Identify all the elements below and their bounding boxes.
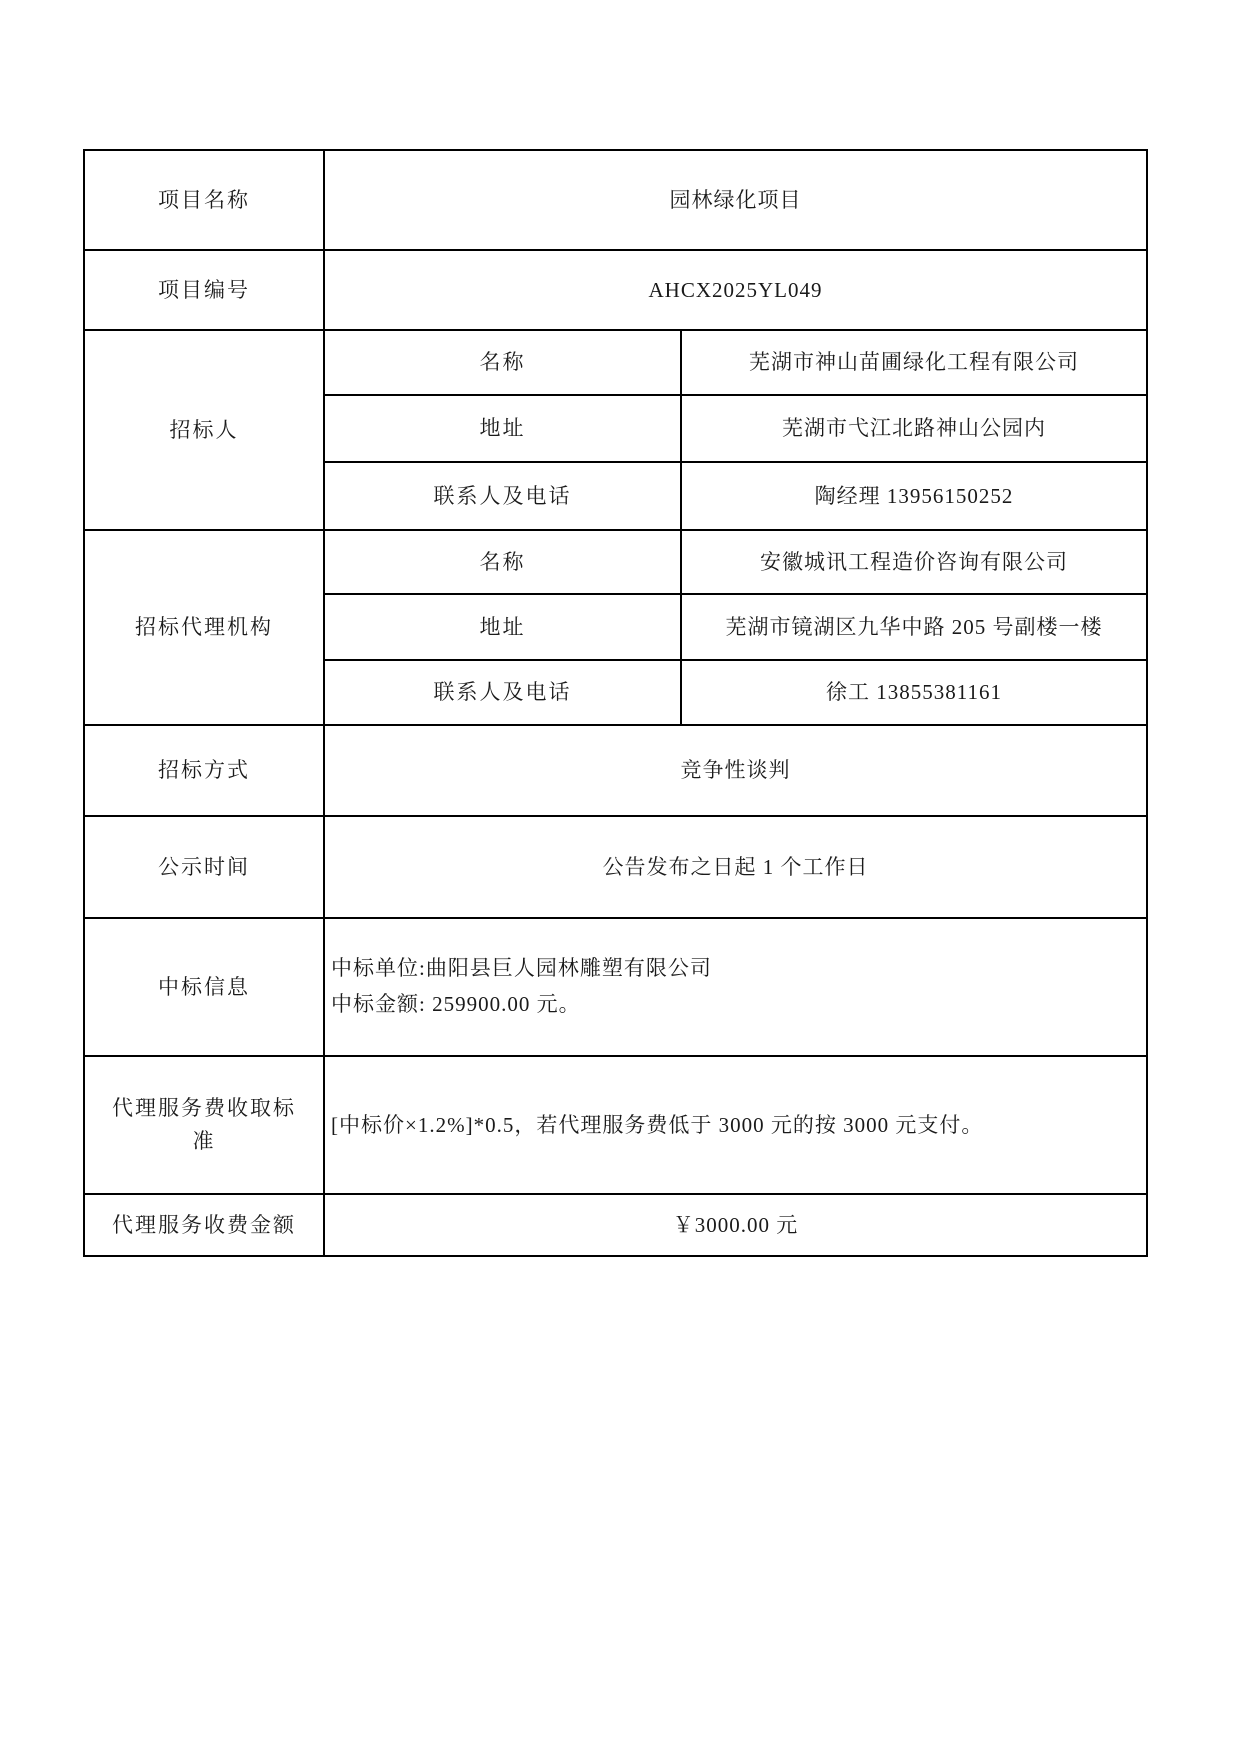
agency-name-value: 安徽城讯工程造价咨询有限公司: [681, 530, 1147, 594]
tender-method-value: 竞争性谈判: [324, 725, 1147, 816]
award-info-amount: 中标金额: 259900.00 元。: [331, 992, 581, 1016]
bid-award-table: [83, 149, 1148, 1257]
tenderer-group-label: 招标人: [84, 330, 324, 530]
row-agency-fee-amount: [84, 1194, 1147, 1256]
agency-name-label: 名称: [324, 530, 681, 594]
tenderer-contact-label: 联系人及电话: [324, 462, 681, 530]
project-name-label: 项目名称: [84, 150, 324, 250]
agency-contact-value: 徐工 13855381161: [681, 660, 1147, 725]
agency-fee-amount-value: ￥3000.00 元: [324, 1194, 1147, 1256]
agency-address-label: 地址: [324, 594, 681, 660]
tenderer-address-label: 地址: [324, 395, 681, 462]
publicity-period-label: 公示时间: [84, 816, 324, 918]
row-project-name: [84, 150, 1147, 250]
agency-fee-amount-label: 代理服务收费金额: [84, 1194, 324, 1256]
publicity-period-value: 公告发布之日起 1 个工作日: [324, 816, 1147, 918]
agency-address-value: 芜湖市镜湖区九华中路 205 号副楼一楼: [681, 594, 1147, 660]
award-info-value: [324, 918, 1147, 1056]
agency-fee-standard-value: [中标价×1.2%]*0.5，若代理服务费低于 3000 元的按 3000 元支付。: [324, 1056, 1147, 1194]
row-award-info: [84, 918, 1147, 1056]
agency-fee-standard-label: 代理服务费收取标准: [84, 1056, 324, 1194]
agency-group-label: 招标代理机构: [84, 530, 324, 725]
project-name-value: 园林绿化项目: [324, 150, 1147, 250]
award-info-label: 中标信息: [84, 918, 324, 1056]
tenderer-address-value: 芜湖市弋江北路神山公园内: [681, 395, 1147, 462]
project-code-value: AHCX2025YL049: [324, 250, 1147, 330]
award-info-winner: 中标单位:曲阳县巨人园林雕塑有限公司: [331, 956, 712, 981]
agency-contact-label: 联系人及电话: [324, 660, 681, 725]
project-code-label: 项目编号: [84, 250, 324, 330]
tenderer-contact-value: 陶经理 13956150252: [681, 462, 1147, 530]
tender-method-label: 招标方式: [84, 725, 324, 816]
tenderer-name-value: 芜湖市神山苗圃绿化工程有限公司: [681, 330, 1147, 395]
row-agency-fee-standard: [84, 1056, 1147, 1194]
row-tenderer-name: [84, 330, 1147, 395]
row-tender-method: [84, 725, 1147, 816]
tenderer-name-label: 名称: [324, 330, 681, 395]
row-publicity-period: [84, 816, 1147, 918]
row-agency-name: [84, 530, 1147, 594]
row-project-code: [84, 250, 1147, 330]
